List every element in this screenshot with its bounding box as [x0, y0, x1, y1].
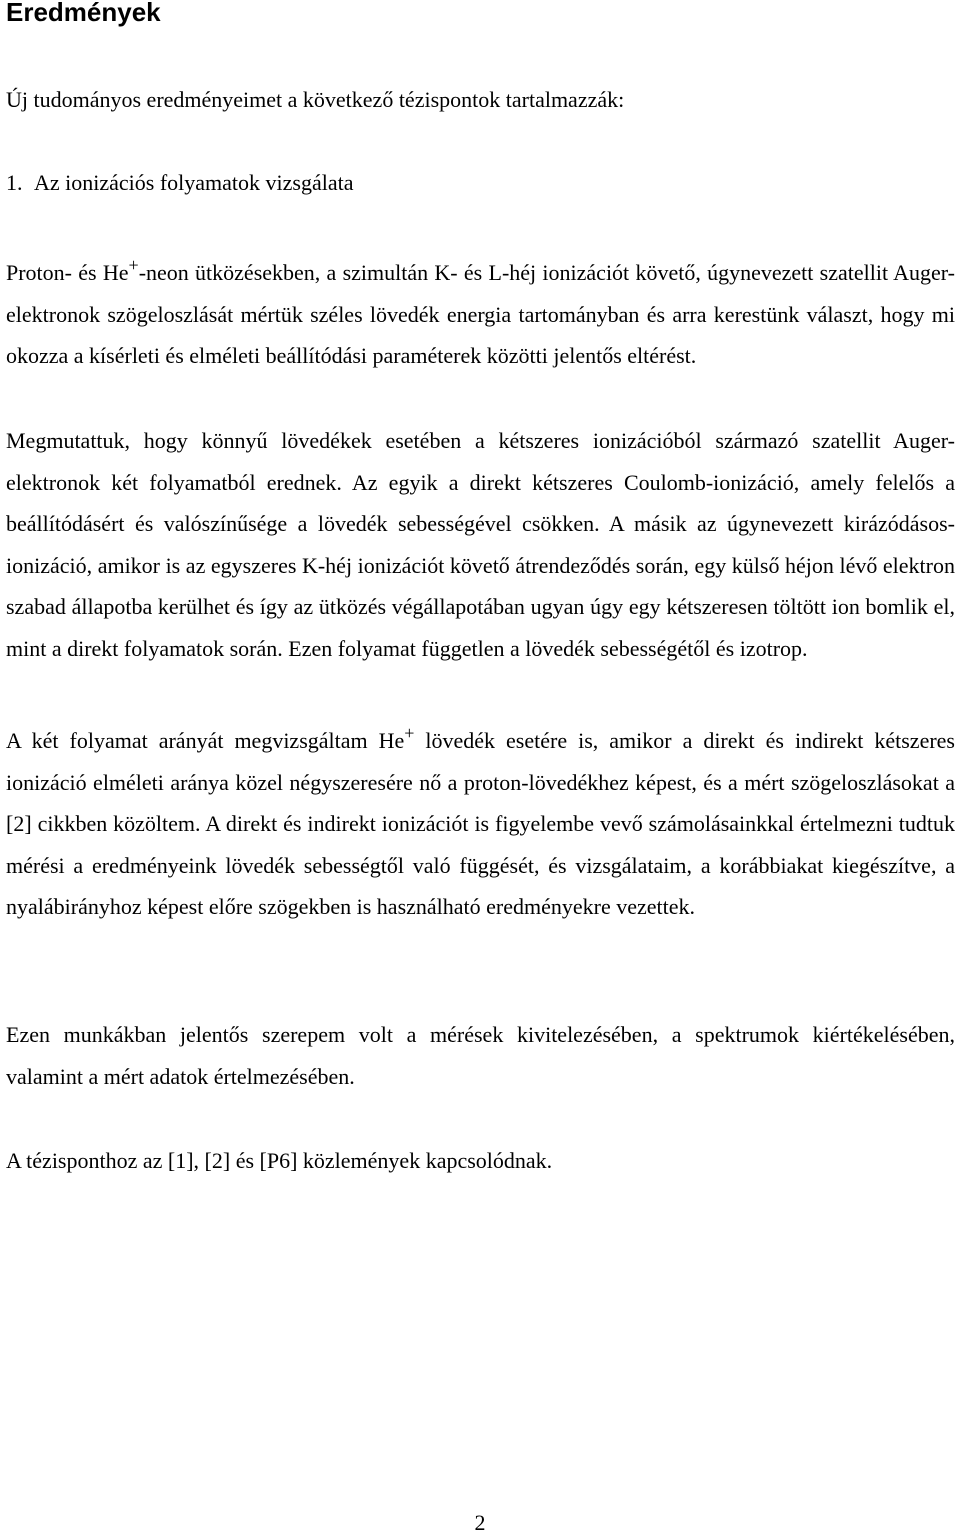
thesis-title	[6, 169, 354, 197]
paragraph-3-text-b: lövedék esetére is, amikor a direkt és indirekt kétszeres ionizáció elméleti aránya közel négyszeresére nő a proton-lövedékhez képest, és a mért szögeloszlásokat a [2] cikkben közöltem. A direkt és indirekt ionizációt is figyelembe vevő számolásainkkal értelmezni tudtuk mérési a eredményeink lövedék sebességtől való függését, és vizsgálataim, a korábbiakat kiegészítve, a nyalábirányhoz képest előre szögekben is használható eredményekre vezettek.	[6, 728, 955, 920]
paragraph-3	[6, 720, 955, 928]
paragraph-1	[6, 252, 955, 377]
page-number: 2	[474, 1510, 486, 1535]
section-heading: Eredmények	[6, 0, 161, 27]
paragraph-3-text-a: A két folyamat arányát megvizsgáltam He	[6, 728, 405, 753]
thesis-title-text: Az ionizációs folyamatok vizsgálata	[34, 170, 354, 195]
superscript-plus: +	[404, 723, 415, 743]
intro-sentence: Új tudományos eredményeimet a következő tézispontok tartalmazzák:	[6, 87, 625, 112]
paragraph-5: A tézisponthoz az [1], [2] és [P6] közlemények kapcsolódnak.	[6, 1148, 553, 1173]
paragraph-1-text-b: -neon ütközésekben, a szimultán K- és L-héj ionizációt követő, úgynevezett szatellit Auger-elektronok szögeloszlását mértük széles lövedék energia tartományban és arra kerestünk választ, hogy mi okozza a kísérleti és elméleti beállítódási paraméterek közötti jelentős eltérést.	[6, 260, 955, 369]
paragraph-2: Megmutattuk, hogy könnyű lövedékek esetében a kétszeres ionizációból származó szatellit Auger-elektronok két folyamatból erednek. Az egyik a direkt kétszeres Coulomb-ionizáció, amely felelős a beállítódásért és valószínűsége a lövedék sebességével csökken. A másik az úgynevezett kirázódásos-ionizáció, amikor is az egyszeres K-héj ionizációt követő átrendeződés során, egy külső héjon lévő elektron szabad állapotba kerülhet és így az ütközés végállapotában ugyan úgy egy kétszeresen töltött ion bomlik el, mint a direkt folyamatok során. Ezen folyamat független a lövedék sebességétől és izotrop.	[6, 428, 955, 661]
paragraph-1-text-a: Proton- és He	[6, 260, 129, 285]
thesis-number: 1.	[6, 170, 23, 195]
superscript-plus: +	[128, 255, 139, 275]
paragraph-4: Ezen munkákban jelentős szerepem volt a mérések kivitelezésében, a spektrumok kiértékelésében, valamint a mért adatok értelmezésében.	[6, 1022, 955, 1089]
